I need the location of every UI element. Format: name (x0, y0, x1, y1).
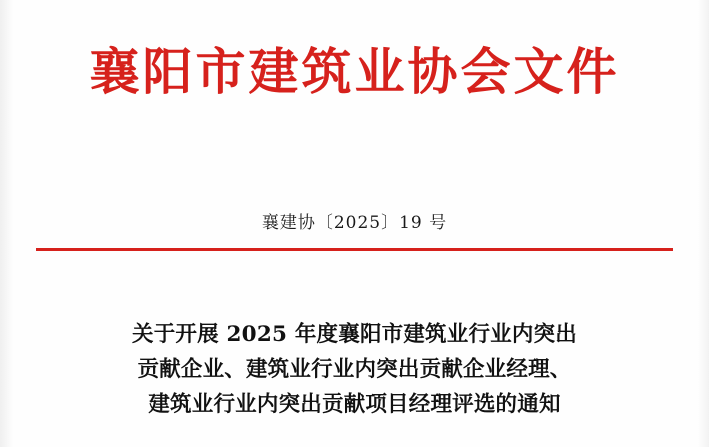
document-subject (60, 318, 649, 422)
subject-line-2: 贡献企业、建筑业行业内突出贡献企业经理、 (137, 356, 572, 382)
red-horizontal-rule (36, 248, 673, 251)
subject-line-1: 关于开展 2025 年度襄阳市建筑业行业内突出 (132, 322, 577, 347)
subject-line-3: 建筑业行业内突出贡献项目经理评选的通知 (148, 391, 561, 417)
document-title: 襄阳市建筑业协会文件 (89, 42, 620, 101)
document-number: 襄建协〔2025〕19 号 (261, 213, 448, 233)
